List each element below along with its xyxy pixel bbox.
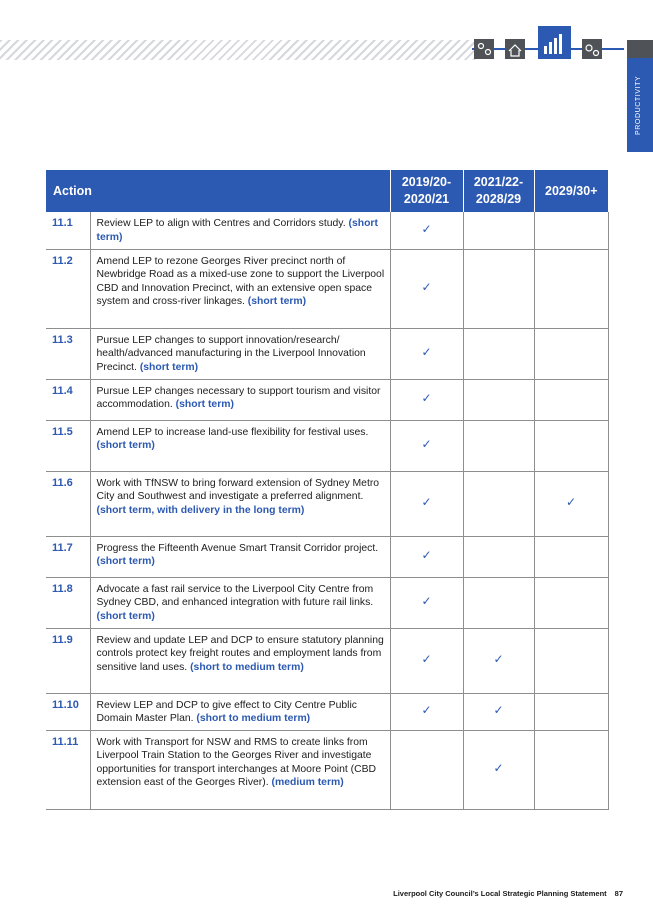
action-text: Review LEP and DCP to give effect to City Centre Public Domain Master Plan. xyxy=(96,699,357,724)
timeframe-cell-2 xyxy=(463,577,534,628)
timeframe-cell-1 xyxy=(390,379,463,420)
timeframe-cell-3 xyxy=(534,212,608,249)
table-header-row xyxy=(46,170,608,212)
timeframe-cell-1 xyxy=(390,328,463,379)
checkmark-icon: ✓ xyxy=(421,345,432,360)
action-description xyxy=(90,379,390,420)
page-number: 87 xyxy=(614,889,623,898)
action-text: Review LEP to align with Centres and Corridors study. xyxy=(96,218,346,229)
timeframe-cell-3 xyxy=(534,577,608,628)
checkmark-icon: ✓ xyxy=(421,594,432,609)
timeframe-cell-3 xyxy=(534,249,608,328)
checkmark-icon: ✓ xyxy=(421,495,432,510)
action-description xyxy=(90,536,390,577)
table-row xyxy=(46,328,608,379)
timeframe-cell-2 xyxy=(463,730,534,809)
action-description xyxy=(90,577,390,628)
timeframe-cell-1 xyxy=(390,212,463,249)
action-term: (short term) xyxy=(96,218,378,243)
bar-chart-icon xyxy=(538,26,571,59)
timeframe-cell-1 xyxy=(390,577,463,628)
table-row xyxy=(46,693,608,730)
checkmark-icon: ✓ xyxy=(421,652,432,667)
header-year-1-line-2: 2020/21 xyxy=(403,192,450,206)
section-side-tab xyxy=(627,40,653,152)
timeframe-cell-1 xyxy=(390,730,463,809)
checkmark-icon: ✓ xyxy=(421,703,432,718)
action-number: 11.9 xyxy=(46,628,90,693)
side-tab-cap xyxy=(627,40,653,58)
table-row xyxy=(46,536,608,577)
action-term: (short term) xyxy=(96,610,155,622)
table-row xyxy=(46,249,608,328)
timeframe-cell-2 xyxy=(463,420,534,471)
action-description xyxy=(90,420,390,471)
action-description xyxy=(90,628,390,693)
header-year-3: 2029/30+ xyxy=(534,170,608,212)
action-term: (short to medium term) xyxy=(190,661,304,673)
action-term: (short term) xyxy=(247,296,307,307)
table-row xyxy=(46,420,608,471)
checkmark-icon: ✓ xyxy=(493,652,504,667)
table-row xyxy=(46,471,608,536)
timeframe-cell-2 xyxy=(463,693,534,730)
header-year-2 xyxy=(463,170,534,212)
timeframe-cell-3 xyxy=(534,420,608,471)
theme-icon-strip xyxy=(468,22,628,62)
table-row xyxy=(46,628,608,693)
action-term: (short term) xyxy=(96,440,155,451)
header-year-2-line-2: 2028/29 xyxy=(475,192,522,206)
checkmark-icon: ✓ xyxy=(421,222,432,236)
action-text: Amend LEP to rezone Georges River precinct north of Newbridge Road as a mixed-use zone to support the Liverpool CBD and Innovation Precinct, with an extensive open space system and cross-river linkages. xyxy=(96,255,385,307)
action-term: (short term) xyxy=(139,361,199,373)
action-number: 11.3 xyxy=(46,328,90,379)
timeframe-cell-1 xyxy=(390,536,463,577)
table-row xyxy=(46,730,608,809)
timeframe-cell-1 xyxy=(390,249,463,328)
action-description xyxy=(90,328,390,379)
table-body xyxy=(46,212,608,809)
timeframe-cell-1 xyxy=(390,420,463,471)
side-tab-label: PRODUCTIVITY xyxy=(635,75,642,135)
action-text: Pursue LEP changes to support innovation/research/ health/advanced manufacturing in the Liverpool Innovation Precinct. xyxy=(96,334,366,373)
timeframe-cell-2 xyxy=(463,536,534,577)
header-year-1 xyxy=(390,170,463,212)
checkmark-icon: ✓ xyxy=(493,761,504,776)
timeframe-cell-2 xyxy=(463,628,534,693)
footer-title: Liverpool City Council’s Local Strategic Planning Statement xyxy=(393,889,607,898)
header-action: Action xyxy=(46,170,390,212)
action-term: (medium term) xyxy=(271,777,344,788)
action-description xyxy=(90,249,390,328)
header-year-1-line-1: 2019/20- xyxy=(401,175,452,189)
actions-table xyxy=(46,170,609,810)
checkmark-icon: ✓ xyxy=(421,280,432,295)
action-number: 11.11 xyxy=(46,730,90,809)
action-term: (short term) xyxy=(96,556,155,567)
timeframe-cell-3 xyxy=(534,379,608,420)
action-number: 11.5 xyxy=(46,420,90,471)
timeframe-cell-3 xyxy=(534,730,608,809)
action-term: (short term) xyxy=(175,399,234,410)
checkmark-icon: ✓ xyxy=(421,391,432,406)
action-term: (short term, with delivery in the long term) xyxy=(96,504,305,516)
timeframe-cell-1 xyxy=(390,693,463,730)
timeframe-cell-1 xyxy=(390,471,463,536)
timeframe-cell-3 xyxy=(534,471,608,536)
action-number: 11.1 xyxy=(46,212,90,249)
checkmark-icon: ✓ xyxy=(565,495,577,510)
action-term: (short to medium term) xyxy=(196,713,311,724)
checkmark-icon: ✓ xyxy=(493,703,504,718)
timeframe-cell-2 xyxy=(463,249,534,328)
action-text: Progress the Fifteenth Avenue Smart Transit Corridor project. xyxy=(96,542,379,554)
action-text: Review and update LEP and DCP to ensure statutory planning controls protect key freight routes and employment lands from sensitive land uses. xyxy=(96,634,384,673)
action-number: 11.6 xyxy=(46,471,90,536)
action-number: 11.7 xyxy=(46,536,90,577)
action-description xyxy=(90,471,390,536)
header-year-2-line-1: 2021/22- xyxy=(473,175,524,189)
timeframe-cell-1 xyxy=(390,628,463,693)
timeframe-cell-2 xyxy=(463,471,534,536)
timeframe-cell-2 xyxy=(463,212,534,249)
checkmark-icon: ✓ xyxy=(421,548,432,563)
decorative-hatch-band xyxy=(0,40,478,60)
table-row xyxy=(46,212,608,249)
home-icon xyxy=(505,39,525,59)
action-text: Work with Transport for NSW and RMS to create links from Liverpool Train Station to the Georges River and investigate opportunities for transport interchanges at Moore Point (CBD extension east of the Georges River). xyxy=(96,736,377,788)
action-text: Pursue LEP changes necessary to support tourism and visitor accommodation. xyxy=(96,385,381,410)
page-footer xyxy=(0,889,623,898)
action-text: Amend LEP to increase land-use flexibility for festival uses. xyxy=(96,426,369,438)
timeframe-cell-2 xyxy=(463,379,534,420)
action-text: Work with TfNSW to bring forward extension of Sydney Metro City and Southwest and investigate a preferred alignment. xyxy=(96,477,380,502)
table-row xyxy=(46,379,608,420)
gears-icon xyxy=(582,39,602,59)
checkmark-icon: ✓ xyxy=(421,437,432,452)
timeframe-cell-3 xyxy=(534,628,608,693)
action-description xyxy=(90,730,390,809)
action-number: 11.2 xyxy=(46,249,90,328)
timeframe-cell-3 xyxy=(534,328,608,379)
action-text: Advocate a fast rail service to the Liverpool City Centre from Sydney CBD, and enhanced integration with future rail links. xyxy=(96,583,374,608)
action-number: 11.10 xyxy=(46,693,90,730)
timeframe-cell-3 xyxy=(534,536,608,577)
people-icon xyxy=(474,39,494,59)
table-row xyxy=(46,577,608,628)
action-number: 11.8 xyxy=(46,577,90,628)
action-description xyxy=(90,212,390,249)
timeframe-cell-2 xyxy=(463,328,534,379)
action-number: 11.4 xyxy=(46,379,90,420)
timeframe-cell-3 xyxy=(534,693,608,730)
action-description xyxy=(90,693,390,730)
